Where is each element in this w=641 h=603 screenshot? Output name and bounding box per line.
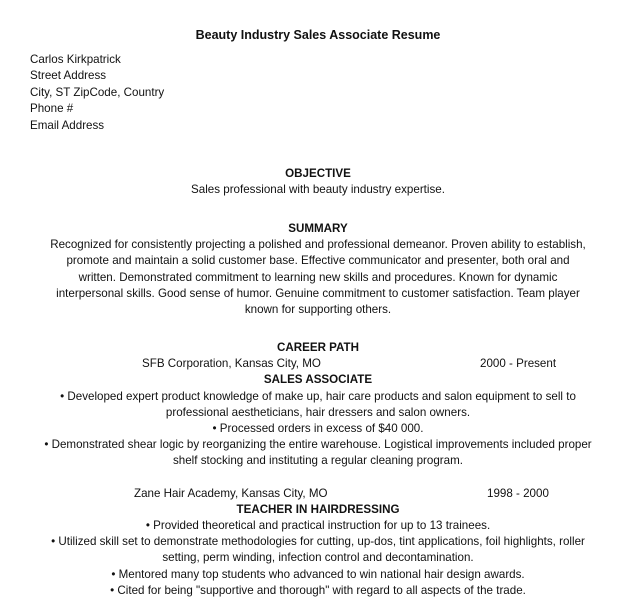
job-company: SFB Corporation, Kansas City, MO (142, 357, 321, 371)
summary-line: written. Demonstrated commitment to learning new skills and procedures. Known for dynamic (78, 270, 558, 284)
job-dates: 2000 - Present (480, 357, 557, 371)
objective-heading: OBJECTIVE (285, 167, 351, 180)
contact-email: Email Address (30, 118, 105, 132)
contact-phone: Phone # (30, 102, 74, 116)
summary-section (0, 221, 636, 318)
job-header (0, 486, 636, 502)
summary-heading: SUMMARY (288, 222, 348, 235)
summary-line: promote and maintain a solid customer base. Effective communicator and presenter, both oral and (66, 254, 570, 268)
job-bullet-line: • Developed expert product knowledge of make up, hair care products and salon equipment to sell to (60, 389, 576, 403)
career-section (0, 340, 636, 599)
job-bullet-line: • Processed orders in excess of $40 000. (212, 422, 424, 435)
job-header (0, 356, 636, 372)
contact-name: Carlos Kirkpatrick (30, 53, 121, 66)
job-bullet-line: • Cited for being "supportive and thorough" with regard to all aspects of the trade. (110, 583, 526, 597)
job-bullet-line: • Demonstrated shear logic by reorganizing the entire warehouse. Logistical improvements included proper (44, 438, 592, 452)
contact-street: Street Address (30, 69, 107, 83)
objective-section (0, 166, 636, 198)
summary-line: interpersonal skills. Good sense of humor. Genuine commitment to customer satisfaction. Team player (56, 286, 580, 300)
contact-city: City, ST ZipCode, Country (30, 85, 165, 99)
contact-block (30, 52, 164, 134)
job-bullet-line: • Mentored many top students who advanced to win national hair design awards. (111, 567, 525, 581)
job-bullet-line: setting, perm winding, infection control and decontamination. (162, 551, 474, 565)
job-role: SALES ASSOCIATE (263, 373, 373, 387)
document-title: Beauty Industry Sales Associate Resume (195, 28, 441, 42)
summary-line: Recognized for consistently projecting a polished and professional demeanor. Proven ability to establish, (50, 238, 586, 252)
job-company: Zane Hair Academy, Kansas City, MO (134, 486, 328, 500)
job-bullet-line: • Utilized skill set to demonstrate methodologies for cutting, up-dos, tint applications, foil highlights, roller (51, 535, 585, 549)
job-bullet-line: shelf stocking and instituting a regular cleaning program. (172, 454, 463, 468)
summary-line: known for supporting others. (244, 303, 392, 317)
job-bullet-line: • Provided theoretical and practical instruction for up to 13 trainees. (145, 519, 491, 532)
job-role: TEACHER IN HAIRDRESSING (236, 502, 400, 516)
job-dates: 1998 - 2000 (487, 486, 549, 500)
objective-text: Sales professional with beauty industry expertise. (191, 183, 445, 197)
career-heading: CAREER PATH (276, 341, 360, 354)
job-bullet-line: professional aestheticians, hair dressers and salon owners. (165, 405, 471, 419)
